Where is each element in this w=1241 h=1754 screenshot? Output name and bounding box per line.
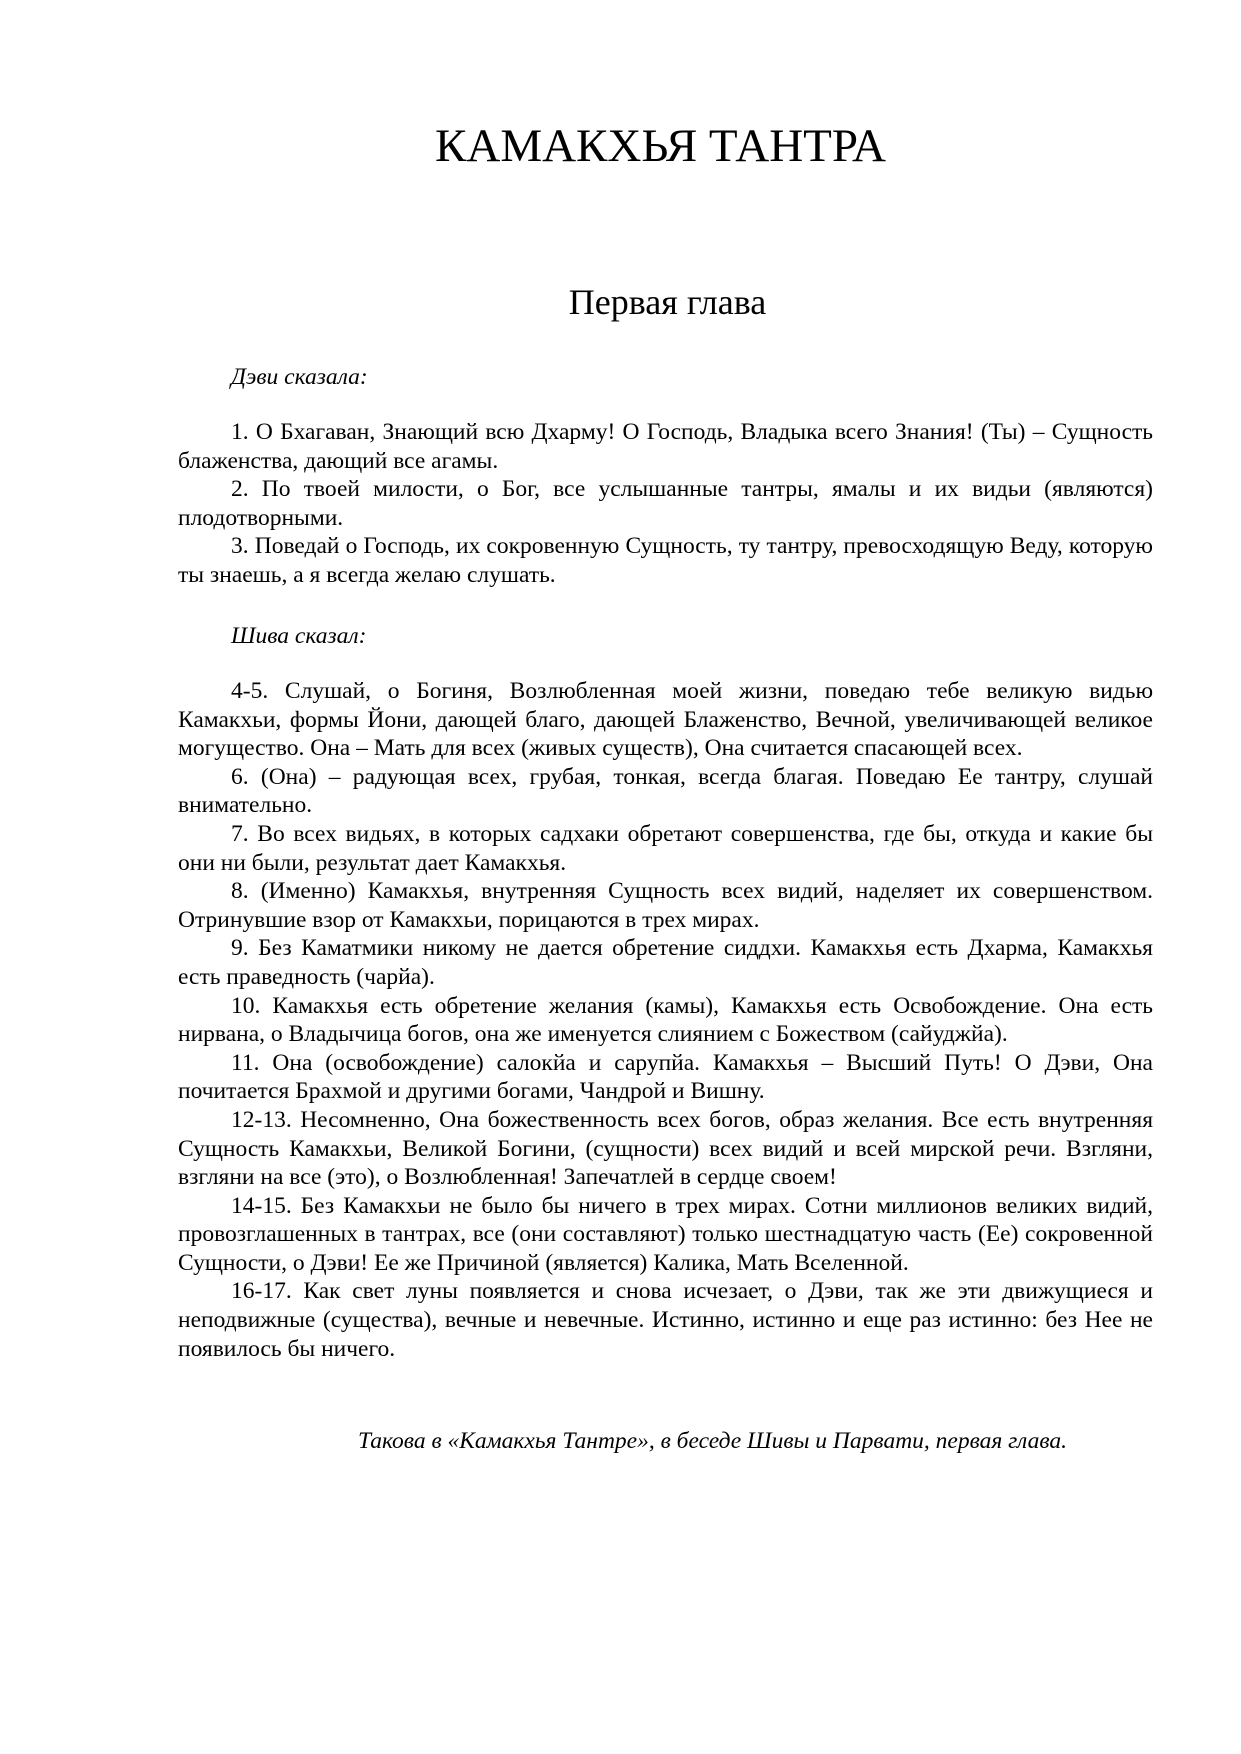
- verse: 9. Без Каматмики никому не дается обретение сиддхи. Камакхья есть Дхарма, Камакхья есть праведность (чарйа).: [178, 935, 1153, 990]
- verse: 11. Она (освобождение) салокйа и сарупйа. Камакхья – Высший Путь! О Дэви, Она почитается Брахмой и другими богами, Чандрой и Вишну.: [178, 1049, 1153, 1105]
- speaker-shiva: Шива сказал:: [231, 623, 367, 649]
- speaker-devi: Дэви сказала:: [231, 364, 368, 390]
- verse: 16-17. Как свет луны появляется и снова исчезает, о Дэви, так же эти движущиеся и неподвижные (существа), вечные и невечные. Истинно, истинно и еще раз истинно: без Нее не появилось бы ничего.: [178, 1278, 1153, 1362]
- verse: 10. Камакхья есть обретение желания (камы), Камакхья есть Освобождение. Она есть нирвана, о Владычица богов, она же именуется слиянием с Божеством (сайуджйа).: [178, 992, 1153, 1048]
- verse: 8. (Именно) Камакхья, внутренняя Сущность всех видий, наделяет их совершенством. Отринувшие взор от Камакхьи, порицаются в трех мирах.: [178, 878, 1153, 933]
- shiva-verses-block: [178, 677, 1153, 1363]
- verse: 2. По твоей милости, о Бог, все услышанные тантры, ямалы и их видьи (являются) плодотворными.: [178, 476, 1153, 531]
- chapter-title: Первая глава: [568, 282, 767, 322]
- verse: 4-5. Слушай, о Богиня, Возлюбленная моей жизни, поведаю тебе великую видью Камакхьи, формы Йони, дающей благо, дающей Блаженство, Вечной, увеличивающей великое могущество. Она – Мать для всех (живых существ), Она считается спасающей всех.: [178, 678, 1153, 762]
- verse: 12-13. Несомненно, Она божественность всех богов, образ желания. Все есть внутренняя Сущность Камакхьи, Великой Богини, (сущности) всех видий и всей мирской речи. Взгляни, взгляни на все (это), о Возлюбленная! Запечатлей в сердце своем!: [178, 1106, 1153, 1191]
- verse: 7. Во всех видьях, в которых садхаки обретают совершенства, где бы, откуда и какие бы они ни были, результат дает Камакхья.: [178, 820, 1153, 876]
- verse: 14-15. Без Камакхьи не было бы ничего в трех мирах. Сотни миллионов великих видий, провозглашенных в тантрах, все (они составляют) только шестнадцатую часть (Ее) сокровенной Сущности, о Дэви! Ее же Причиной (является) Калика, Мать Вселенной.: [178, 1192, 1153, 1276]
- verse: 6. (Она) – радующая всех, грубая, тонкая, всегда благая. Поведаю Ее тантру, слушай внимательно.: [178, 763, 1153, 819]
- chapter-colophon: Такова в «Камакхья Тантре», в беседе Шивы и Парвати, первая глава.: [357, 1428, 1067, 1454]
- verse: 3. Поведай о Господь, их сокровенную Сущность, ту тантру, превосходящую Веду, которую ты знаешь, а я всегда желаю слушать.: [178, 533, 1153, 588]
- document-title: КАМАКХЬЯ ТАНТРА: [435, 120, 886, 172]
- devi-verses-block: [178, 418, 1153, 590]
- verse: 1. О Бхагаван, Знающий всю Дхарму! О Господь, Владыка всего Знания! (Ты) – Сущность блаженства, дающий все агамы.: [178, 419, 1153, 474]
